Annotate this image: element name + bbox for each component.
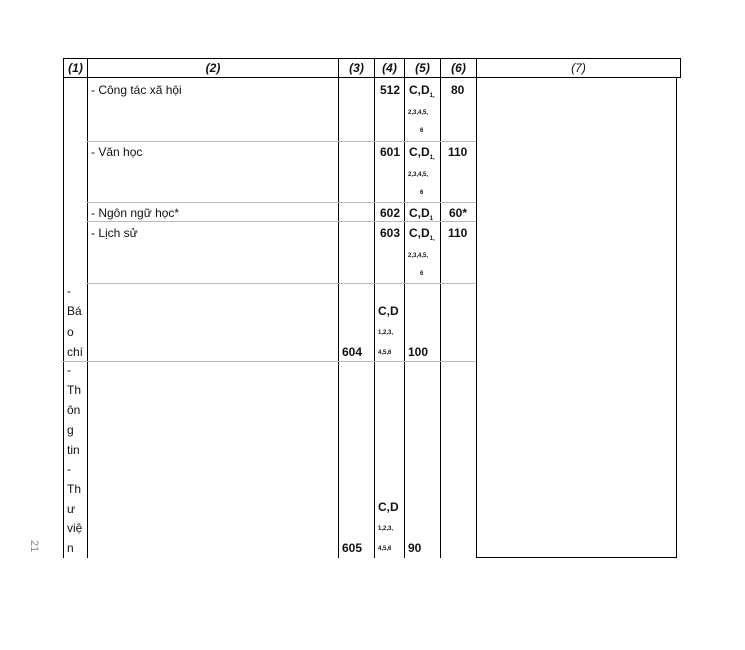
row-code: 602 [380, 206, 401, 220]
row-block-sub: 2,3,4,5, [408, 253, 429, 259]
row-block-sub: 6 [420, 271, 424, 277]
col-line [404, 78, 405, 558]
library-label-line: tin [67, 443, 80, 457]
row-block: $C,D_{1,}$ [409, 83, 435, 99]
col-line [63, 78, 64, 558]
row-quota: 110 [448, 145, 468, 159]
row-block: $C,D_1$ [409, 206, 434, 222]
row-block: $C,D_{1,}$ [409, 226, 435, 242]
press-label-line: - [67, 284, 71, 298]
press-block-sub: 4,5,6 [378, 350, 392, 356]
row-block-sub: 6 [420, 128, 424, 134]
library-code: 605 [342, 541, 363, 555]
row-separator [63, 361, 476, 362]
library-quota: 90 [408, 541, 422, 555]
header-col-7: (7) [476, 58, 681, 78]
library-label-line: - [67, 462, 71, 476]
table-bottom-line [476, 557, 677, 558]
library-label-line: n [67, 541, 74, 555]
row-block-sub: 2,3,4,5, [408, 110, 429, 116]
row-name: - Lịch sử [91, 226, 138, 240]
row-code: 601 [380, 145, 401, 159]
library-block: C,D [378, 500, 399, 514]
press-block: C,D [378, 304, 399, 318]
col-line [676, 78, 677, 558]
row-block-sub: 6 [420, 190, 424, 196]
library-label-line: Th [67, 383, 82, 397]
row-separator [87, 221, 476, 222]
row-quota: 110 [448, 226, 468, 240]
col-line [476, 78, 477, 558]
row-separator [87, 141, 476, 142]
row-separator [87, 202, 476, 203]
col-line [338, 78, 339, 558]
row-name: - Ngôn ngữ học* [91, 206, 180, 220]
library-label-line: g [67, 423, 74, 437]
library-block-sub: 1,2,3, [378, 526, 394, 532]
col-line [440, 78, 441, 558]
library-block-sub: 4,5,6 [378, 546, 392, 552]
header-col-1: (1) [63, 58, 88, 78]
press-label-line: chí [67, 345, 84, 359]
library-label-line: ư [67, 502, 76, 516]
header-col-4: (4) [374, 58, 405, 78]
library-label-line: - [67, 363, 71, 377]
row-quota: 60* [449, 206, 468, 220]
row-name: - Công tác xã hội [91, 83, 182, 97]
header-col-3: (3) [338, 58, 375, 78]
header-col-6: (6) [440, 58, 477, 78]
col-line [87, 78, 88, 558]
press-block-sub: 1,2,3, [378, 330, 394, 336]
row-block: $C,D_{1,}$ [409, 145, 435, 161]
row-name: - Văn học [91, 145, 143, 159]
header-col-2: (2) [87, 58, 339, 78]
page-number: 21 [28, 540, 40, 553]
row-quota: 80 [451, 83, 465, 97]
row-separator [87, 283, 476, 284]
library-label-line: ôn [67, 403, 81, 417]
press-label-line: o [67, 325, 74, 339]
row-block-sub: 2,3,4,5, [408, 172, 429, 178]
row-code: 603 [380, 226, 401, 240]
col-line [374, 78, 375, 558]
press-code: 604 [342, 345, 363, 359]
press-quota: 100 [408, 345, 429, 359]
header-col-5: (5) [404, 58, 441, 78]
library-label-line: việ [67, 521, 83, 535]
press-label-line: Bá [67, 304, 82, 318]
library-label-line: Th [67, 482, 82, 496]
row-code: 512 [380, 83, 401, 97]
